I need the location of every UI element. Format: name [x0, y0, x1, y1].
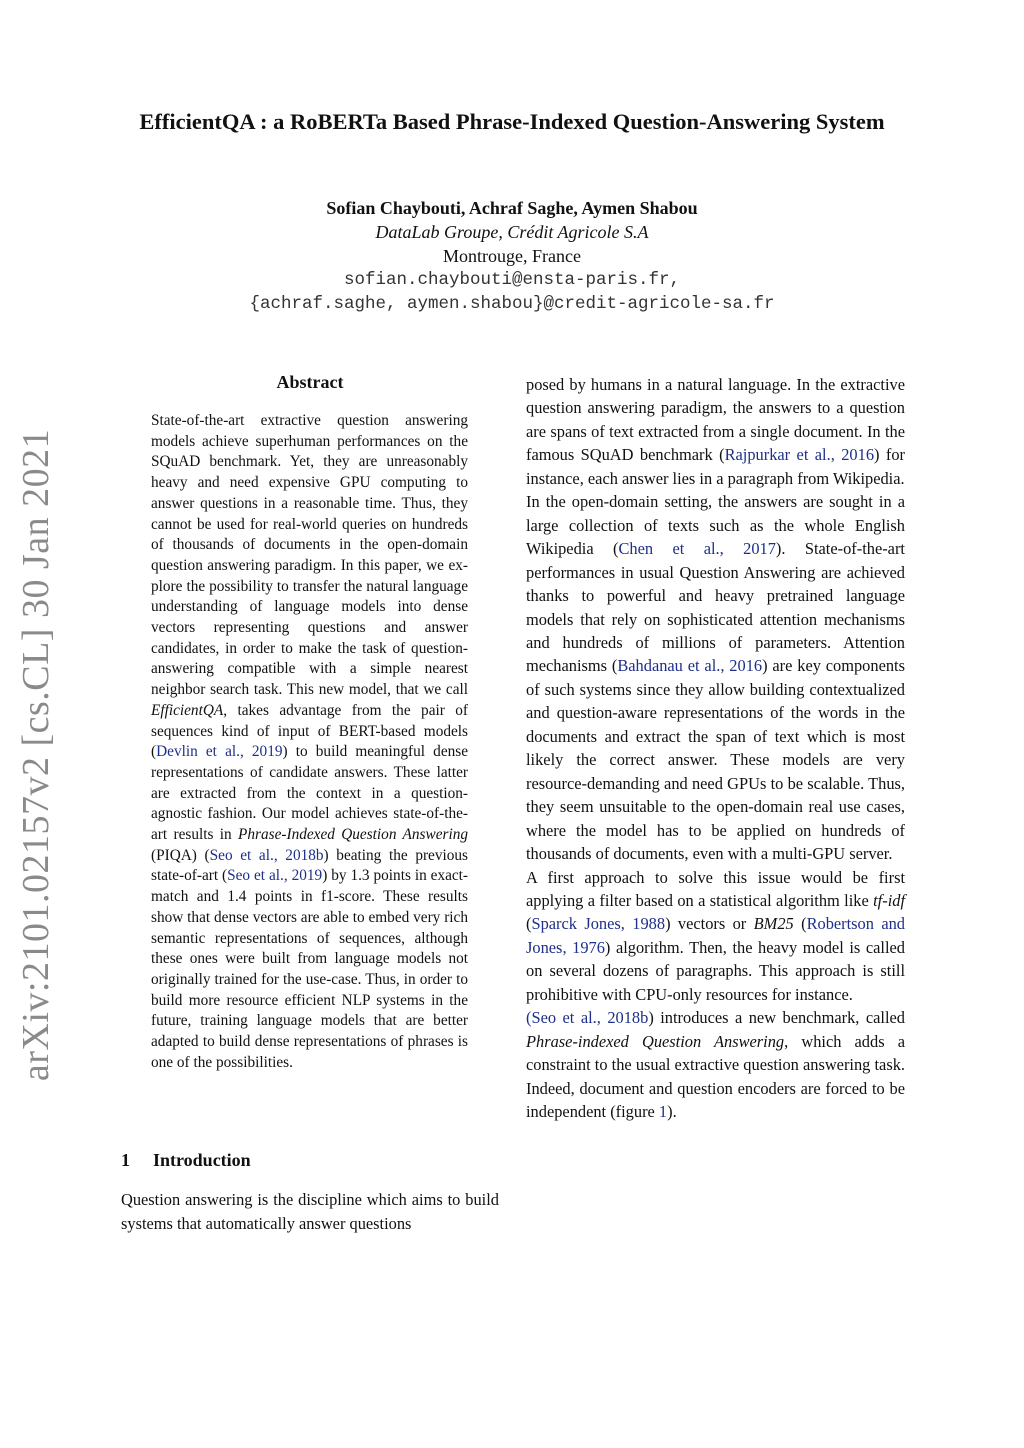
affiliation: DataLab Groupe, Crédit Agricole S.A [375, 222, 649, 242]
abstract-text: State-of-the-art extractive question answering models achieve superhuman performances on the SQuAD benchmark. Yet, they are unreasonably heavy and need expensive GPU computing to answer questions in a reasonable time. Thus, they cannot be used for real-world queries on hundreds of thousands of documents in the open-domain question answering paradigm. In this paper, we explore the possibility to transfer the natural language understanding of language models into dense vectors representing questions and answer candidates, in order to make the task of question-answering compatible with a simple nearest neighbor search task. This new model, that we call EfficientQA, takes advantage from the pair of sequences kind of input of BERT-based models (Devlin et al., 2019) to build meaningful dense representations of candidate answers. These latter are extracted from the context in a question-agnostic fashion. Our model achieves state-of-the-art results in Phrase-Indexed Question Answering (PIQA) (Seo et al., 2018b) beating the previous state-of-art (Seo et al., 2019) by 1.3 points in exact-match and 1.4 points in f1-score. These results show that dense vectors are able to embed very rich semantic representations of sequences, although these ones were built from language models not originally trained for the use-case. Thus, in order to build more resource efficient NLP systems in the future, training language models that are better adapted to build dense representations of phrases is one of the possibilities. [151, 412, 469, 1071]
paragraph: (Seo et al., 2018b) introduces a new benchmark, called Phrase-indexed Question Answering, which adds a constraint to the usual extractive question answering task. Indeed, document and question encoders are forced to be independent (figure 1). [526, 1008, 906, 1122]
email-line-2: {achraf.saghe, aymen.shabou}@credit-agricole-sa.fr [249, 294, 775, 314]
right-column-text [526, 373, 905, 1124]
author-block [120, 196, 904, 316]
citation-link[interactable]: Devlin et al., 2019 [156, 743, 283, 761]
citation-link[interactable]: Seo et al., 2019 [227, 867, 323, 885]
section-heading-introduction: 1 Introduction [121, 1150, 251, 1170]
paragraph: A first approach to solve this issue would be first applying a filter based on a statistical algorithm like tf-idf (Sparck Jones, 1988) vectors or BM25 (Robertson and Jones, 1976) algorithm. Then, the heavy model is called on several dozens of paragraphs. This approach is still prohibitive with CPU-only resources for instance. [526, 867, 905, 1004]
introduction-text-left: Question answering is the discipline which aims to build systems that automatically answer questions [121, 1190, 499, 1233]
figure-reference-link[interactable]: 1 [658, 1102, 668, 1122]
paper-title: EfficientQA : a RoBERTa Based Phrase-Indexed Question-Answering System [139, 109, 885, 134]
citation-link[interactable]: Robertson and Jones, 1976 [526, 914, 905, 957]
citation-link[interactable]: Bahdanau et al., 2016 [617, 656, 763, 676]
email-line-1: sofian.chaybouti@ensta-paris.fr, [343, 270, 681, 290]
citation-link[interactable]: Rajpurkar et al., 2016 [724, 445, 875, 465]
abstract-heading: Abstract [276, 372, 344, 392]
paragraph: posed by humans in a natural language. In the extractive question answering paradigm, the answers to a question are spans of text extracted from a single document. In the famous SQuAD benchmark (Rajpurkar et al., 2016) for instance, each answer lies in a paragraph from Wikipedia. [526, 375, 905, 488]
location: Montrouge, France [443, 246, 581, 266]
citation-link[interactable]: Seo et al., 2018b [209, 846, 324, 864]
citation-link[interactable]: Sparck Jones, 1988 [531, 914, 666, 934]
citation-link[interactable]: Chen et al., 2017 [618, 539, 776, 559]
paragraph: In the open-domain setting, the answers are sought in a large collection of texts such as the whole English Wikipedia (Chen et al., 2017). State-of-the-art performances in usual Question Answering are achieved thanks to powerful and heavy pretrained language models that rely on sophisticated attention mechanisms and hundreds of millions of parameters. Attention mechanisms (Bahdanau et al., 2016) are key components of such systems since they allow building contextualized and question-aware representations of the words in the documents and extract the span of text which is most likely the correct answer. These models are very resource-demanding and need GPUs to be scalable. Thus, they seem unsuitable to the open-domain real use cases, where the model has to be applied on hundreds of thousands of documents, even with a multi-GPU server. [526, 492, 905, 864]
author-names: Sofian Chaybouti, Achraf Saghe, Aymen Shabou [326, 198, 698, 218]
arxiv-identifier-stamp: arXiv:2101.02157v2 [cs.CL] 30 Jan 2021 [15, 428, 57, 1082]
citation-link[interactable]: (Seo et al., 2018b [526, 1008, 649, 1028]
